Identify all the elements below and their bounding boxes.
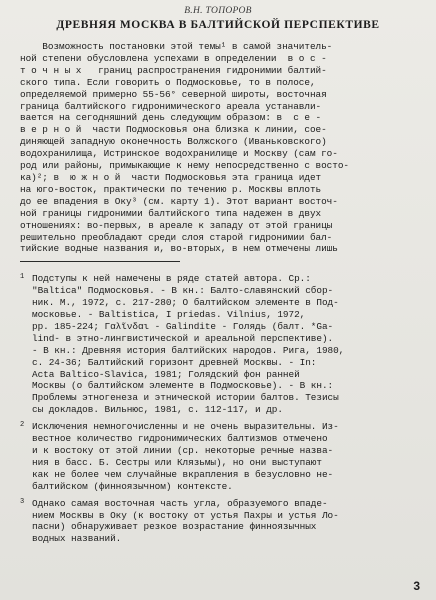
footnote-line: водных названий. <box>32 533 122 545</box>
text-line: Возможность постановки этой темы¹ в самой значитель- <box>20 41 333 52</box>
footnote-line: сы докладов. Вильнюс, 1981, с. 112-117, и др. <box>32 404 283 416</box>
footnote-2: 2 Исключения немногочисленны и не очень выразительны. Из- вестное количество гидронимических балтизмов отмечено и к востоку от этой линии (ср. некоторые речные назва- ния в басс. Б. Сестры или Клязьмы), но они выступают как не более чем случайные вкрапления в безусловно не- балтийском (финноязычном) контексте. <box>20 420 416 492</box>
footnote-line: Исключения немногочисленны и не очень выразительны. Из- <box>32 421 339 433</box>
footnote-line: как не более чем случайные вкрапления в безусловно не- <box>32 468 334 480</box>
text-line: т о ч н ы х границ распространения гидронимии балтий- <box>20 64 327 76</box>
text-line: ка)²; в ю ж н о й части Подмосковья эта граница идет <box>20 171 322 183</box>
footnote-line: Acta Baltico-Slavica, 1981; Голядский фон ранней <box>32 368 300 380</box>
footnote-line: - В кн.: Древняя история балтийских народов. Рига, 1980, <box>32 344 345 356</box>
footnotes <box>20 272 416 545</box>
footnote-1: 1 Подступы к ней намечены в ряде статей автора. Ср.: "Baltica" Подмосковья. - В кн.: Балто-славянский сбор- ник. М., 1972, с. 217-280; О балтийском элементе в Под- московье. - Baltistica, I priedas. Vilnius, 1972, pp. 185-224; Γαλῖνδαι - Galindite - Голядь (балт. *Ga- lind- в этно-лингвистической и ареальной перспективе). - В кн.: Древняя история балтийских народов. Рига, 1980, с. 24-36; Балтийский горизонт древней Москвы. - In: Acta Baltico-Slavica, 1981; Голядский фон ранней Москвы (о балтийском элементе в Подмосковье). - В кн.: Проблемы этногенеза и этнической истории балтов. Тезисы сы докладов. Вильнюс, 1981, с. 112-117, и др. <box>20 272 416 416</box>
footnote-line: Однако самая восточная часть угла, образуемого впаде- <box>32 497 328 509</box>
text-line: ского типа. Если говорить о Подмосковье, то в полосе, <box>20 76 316 88</box>
footnote-line: "Baltica" Подмосковья. - В кн.: Балто-славянский сбор- <box>32 285 334 297</box>
footnote-line: пасни) обнаруживает резкое возрастание финноязычных <box>32 521 317 533</box>
text-line: до ее впадения в Оку³ (см. карту 1). Этот вариант восточ- <box>20 195 338 207</box>
text-line: водохранилища, Истринское водохранилище и Москву (сам го- <box>20 148 338 160</box>
text-line: в е р н о й части Подмосковья она близка к линии, сое- <box>20 124 327 136</box>
text-line: тийские водные названия и, во-вторых, в нем отмечены лишь <box>20 243 338 255</box>
text-line: на юго-восток, практически по течению р. Москвы вплоть <box>20 183 322 195</box>
footnote-line: и к востоку от этой линии (ср. некоторые речные назва- <box>32 445 334 456</box>
author-name: В.Н. ТОПОРОВ <box>184 6 252 16</box>
footnote-line: ния в басс. Б. Сестры или Клязьмы), но они выступают <box>32 456 322 468</box>
text-line: ной степени обусловлена успехами в определении в о с - <box>20 52 327 64</box>
footnote-3: 3 Однако самая восточная часть угла, образуемого впаде- нием Москвы в Оку (к востоку от устья Пахры и устья Ло- пасни) обнаруживает резкое возрастание финноязычных водных названий. <box>20 497 416 546</box>
footnote-line: Проблемы этногенеза и этнической истории балтов. Тезисы <box>32 392 339 404</box>
main-text <box>20 41 416 255</box>
text-line: отношениях: во-первых, в ареале к западу от этой границы <box>20 219 333 231</box>
article-title: ДРЕВНЯЯ МОСКВА В БАЛТИЙСКОЙ ПЕРСПЕКТИВЕ <box>56 19 380 31</box>
text-line: граница балтийского гидронимического ареала устанавли- <box>20 100 322 112</box>
footnote-line: pp. 185-224; Γαλῖνδαι - Galindite - Голядь (балт. *Ga- <box>32 320 334 332</box>
text-line: вается на сегодняшний день следующим образом: в с е - <box>20 112 322 124</box>
footnote-line: lind- в этно-лингвистической и ареальной перспективе). <box>32 332 334 344</box>
text-line: определяемой примерно 55-56° северной широты, восточная <box>20 88 327 100</box>
footnote-line: московье. - Baltistica, I priedas. Vilnius, 1972, <box>32 309 306 321</box>
text-line: решительно преобладают среди слоя старой гидронимии бал- <box>20 231 333 243</box>
text-line: ной границы гидронимии балтийского типа надежен в двух <box>20 207 322 219</box>
footnote-line: нием Москвы в Оку (к востоку от устья Пахры и устья Ло- <box>32 509 339 521</box>
footnote-divider <box>20 261 180 262</box>
page-number: 3 <box>413 579 420 593</box>
footnote-line: Подступы к ней намечены в ряде статей автора. Ср.: <box>32 273 311 285</box>
footnote-line: с. 24-36; Балтийский горизонт древней Москвы. - In: <box>32 356 317 368</box>
footnote-line: Москвы (о балтийском элементе в Подмосковье). - В кн.: <box>32 380 334 392</box>
text-line: род или районы, примыкающие к нему непосредственно с восто- <box>20 160 349 172</box>
footnote-line: ник. М., 1972, с. 217-280; О балтийском элементе в Под- <box>32 297 339 309</box>
footnote-line: балтийском (финноязычном) контексте. <box>32 480 233 492</box>
footnote-line: вестное количество гидронимических балтизмов отмечено <box>32 433 328 445</box>
text-line: диняющей западную оконечность Волжского (Иваньковского) <box>20 136 327 148</box>
